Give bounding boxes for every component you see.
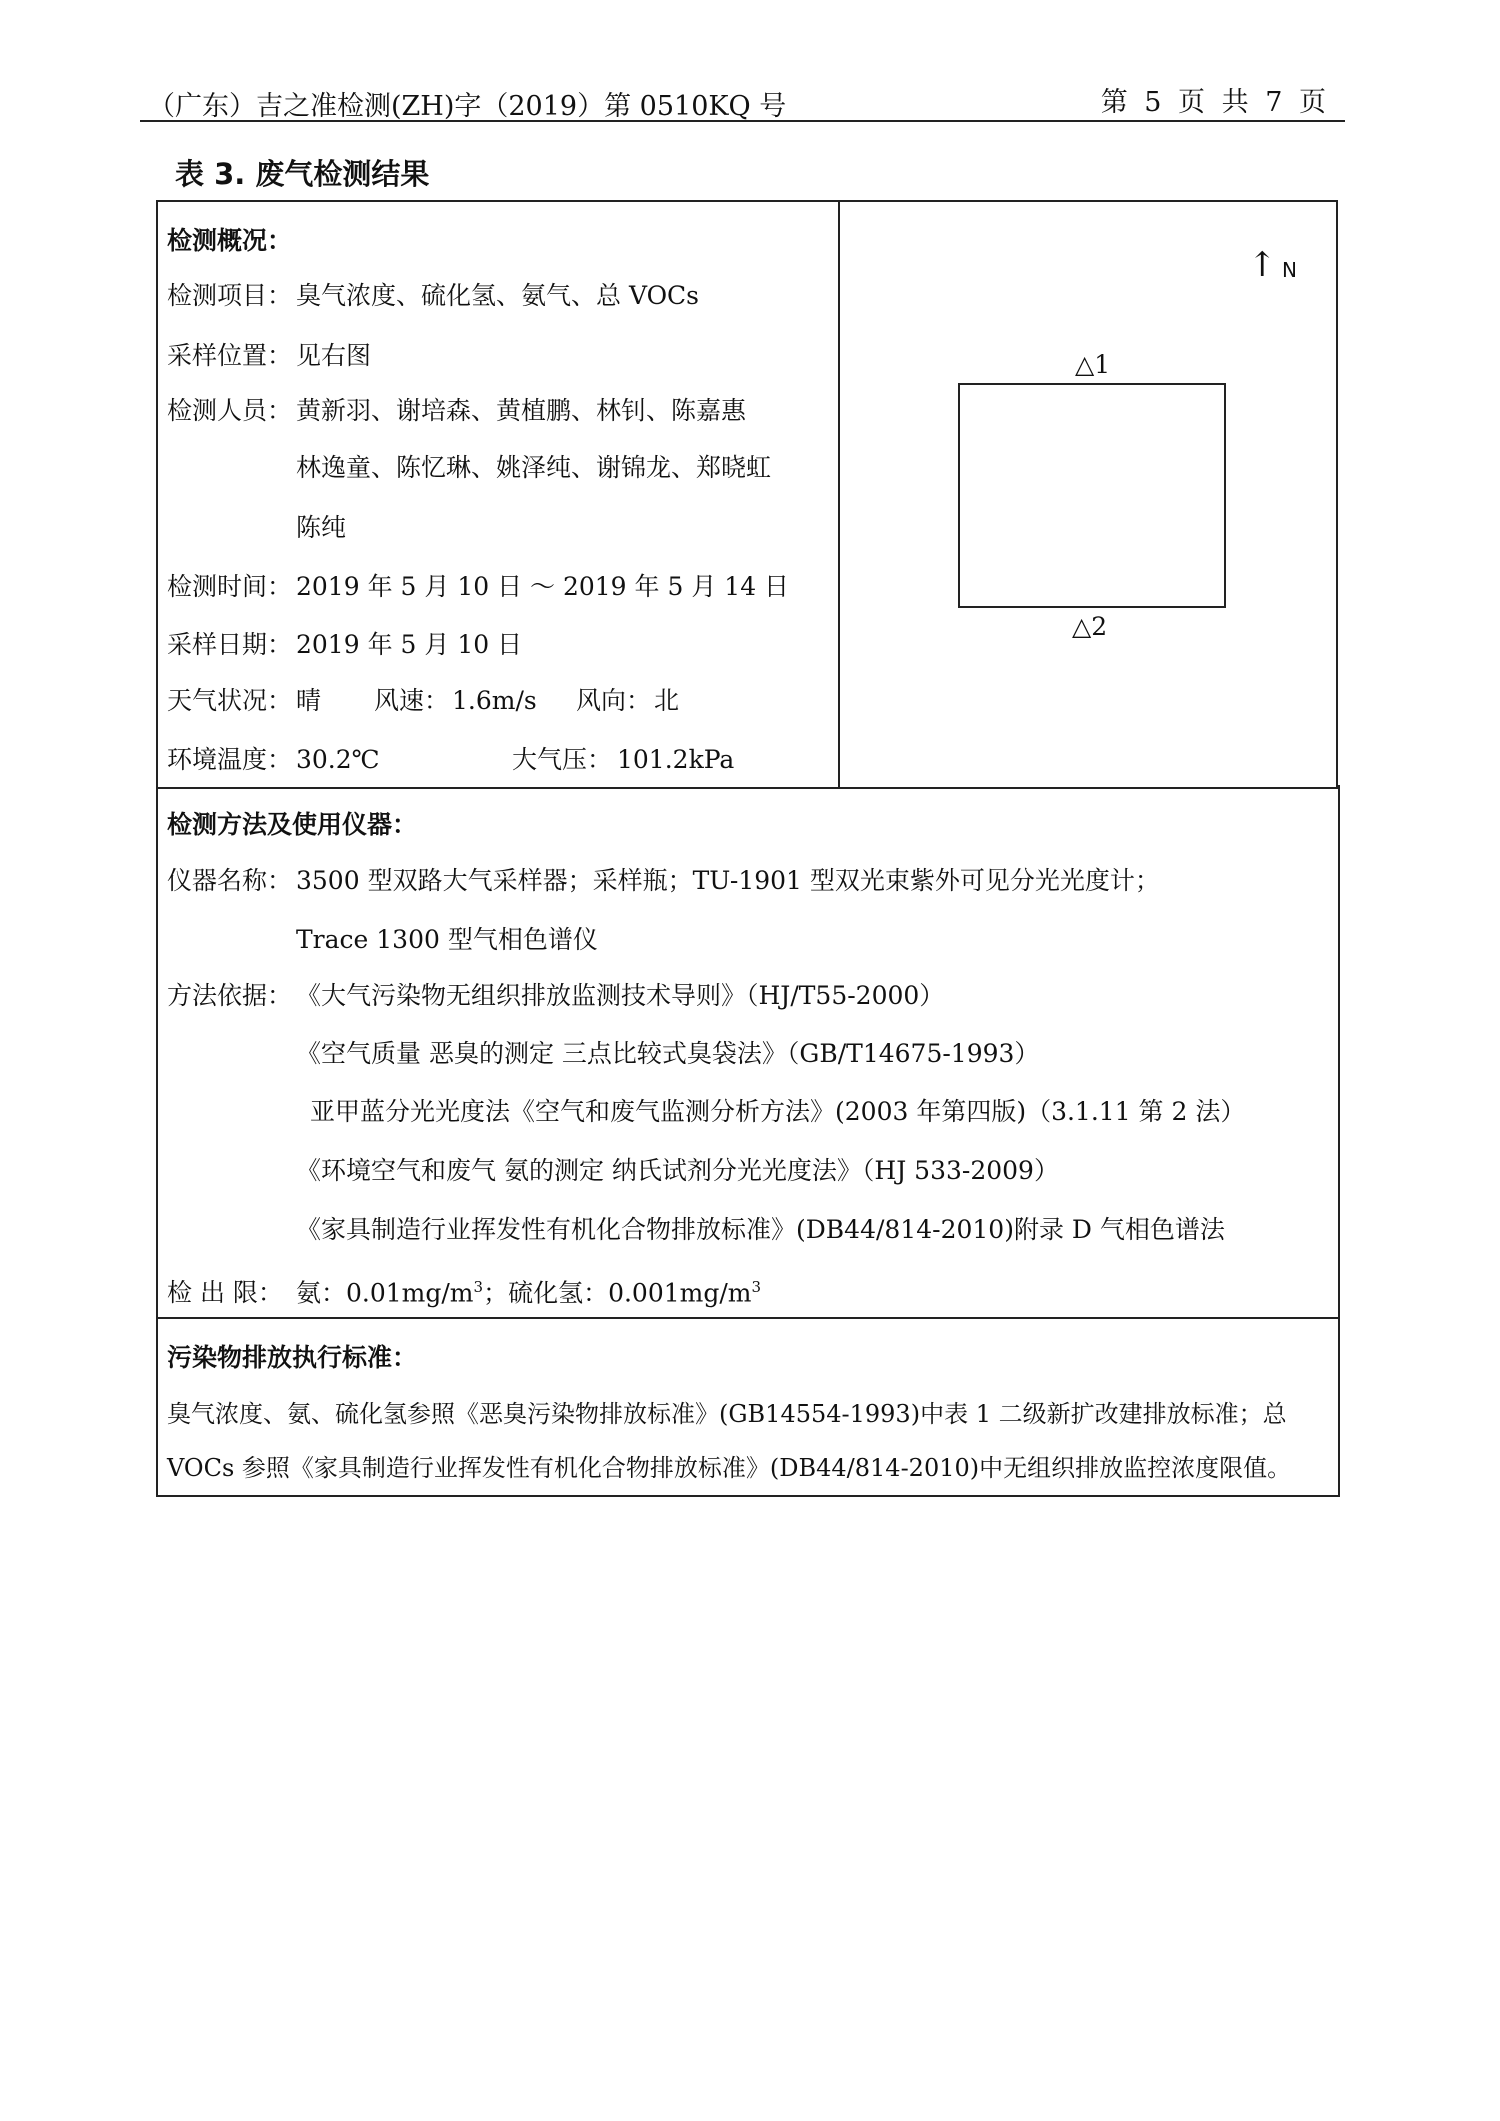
basis-line: 《空气质量 恶臭的测定 三点比较式臭袋法》（GB/T14675-1993） xyxy=(296,1039,1040,1068)
location-value: 见右图 xyxy=(296,341,372,370)
basis-label: 方法依据： xyxy=(167,981,293,1010)
limit-unit-superscript: 3 xyxy=(751,1278,762,1296)
pressure-value: 101.2kPa xyxy=(617,745,735,774)
detection-limit-value xyxy=(296,1278,762,1308)
sample-date-value: 2019 年 5 月 10 日 xyxy=(296,630,523,659)
wind-speed-label: 风速： xyxy=(374,686,450,715)
wind-direction-label: 风向： xyxy=(576,686,652,715)
staff-label: 检测人员： xyxy=(167,396,293,425)
time-label: 检测时间： xyxy=(167,572,293,601)
staff-line: 林逸童、陈忆琳、姚泽纯、谢锦龙、郑晓虹 xyxy=(296,453,772,482)
sampling-point-2: △2 xyxy=(1072,612,1108,641)
items-label: 检测项目： xyxy=(167,281,293,310)
detection-limit-label: 检 出 限： xyxy=(167,1278,283,1307)
location-label: 采样位置： xyxy=(167,341,293,370)
staff-line: 陈纯 xyxy=(296,513,347,542)
standard-heading: 污染物排放执行标准： xyxy=(167,1343,418,1372)
north-arrow-icon: ↑ xyxy=(1248,245,1277,285)
methods-heading: 检测方法及使用仪器： xyxy=(167,810,418,839)
instrument-label: 仪器名称： xyxy=(167,866,293,895)
limit-ammonia: 氨：0.01mg/m xyxy=(296,1278,474,1308)
header-rule xyxy=(140,120,1345,122)
pressure-label: 大气压： xyxy=(512,745,613,774)
page-info: 第 5 页 共 7 页 xyxy=(1100,87,1330,118)
sampling-point-1: △1 xyxy=(1075,350,1111,379)
north-label: N xyxy=(1282,258,1297,282)
wind-speed-value: 1.6m/s xyxy=(452,686,537,715)
sample-date-label: 采样日期： xyxy=(167,630,293,659)
basis-line: 《环境空气和废气 氨的测定 纳氏试剂分光光度法》（HJ 533-2009） xyxy=(296,1156,1059,1185)
table-title: 表 3. 废气检测结果 xyxy=(175,157,430,191)
time-value: 2019 年 5 月 10 日 ～ 2019 年 5 月 14 日 xyxy=(296,572,790,601)
temperature-value: 30.2℃ xyxy=(296,745,380,774)
items-value: 臭气浓度、硫化氢、氨气、总 VOCs xyxy=(296,281,700,310)
report-number: （广东）吉之准检测(ZH)字（2019）第 0510KQ 号 xyxy=(148,91,787,122)
limit-separator: ； xyxy=(483,1278,509,1308)
instrument-line: Trace 1300 型气相色谱仪 xyxy=(296,925,598,954)
site-outline xyxy=(958,383,1226,608)
wind-direction-value: 北 xyxy=(654,686,680,715)
basis-line: 《家具制造行业挥发性有机化合物排放标准》(DB44/814-2010)附录 D 气相色谱法 xyxy=(296,1215,1225,1244)
basis-line: 《大气污染物无组织排放监测技术导则》（HJ/T55-2000） xyxy=(296,981,945,1010)
temperature-label: 环境温度： xyxy=(167,745,293,774)
weather-label: 天气状况： xyxy=(167,686,293,715)
instrument-line: 3500 型双路大气采样器；采样瓶；TU-1901 型双光束紫外可见分光光度计； xyxy=(296,866,1160,895)
standard-line: 臭气浓度、氨、硫化氢参照《恶臭污染物排放标准》(GB14554-1993)中表 1 二级新扩改建排放标准；总 xyxy=(167,1400,1287,1428)
weather-value: 晴 xyxy=(296,686,322,715)
limit-unit-superscript: 3 xyxy=(473,1278,484,1296)
standard-line: VOCs 参照《家具制造行业挥发性有机化合物排放标准》(DB44/814-2010)中无组织排放监控浓度限值。 xyxy=(167,1454,1292,1482)
staff-line: 黄新羽、谢培森、黄植鹏、林钊、陈嘉惠 xyxy=(296,396,747,425)
overview-heading: 检测概况： xyxy=(167,226,293,255)
basis-line: 亚甲蓝分光光度法《空气和废气监测分析方法》(2003 年第四版)（3.1.11 第 2 法） xyxy=(310,1097,1246,1126)
limit-h2s: 硫化氢：0.001mg/m xyxy=(508,1278,752,1308)
